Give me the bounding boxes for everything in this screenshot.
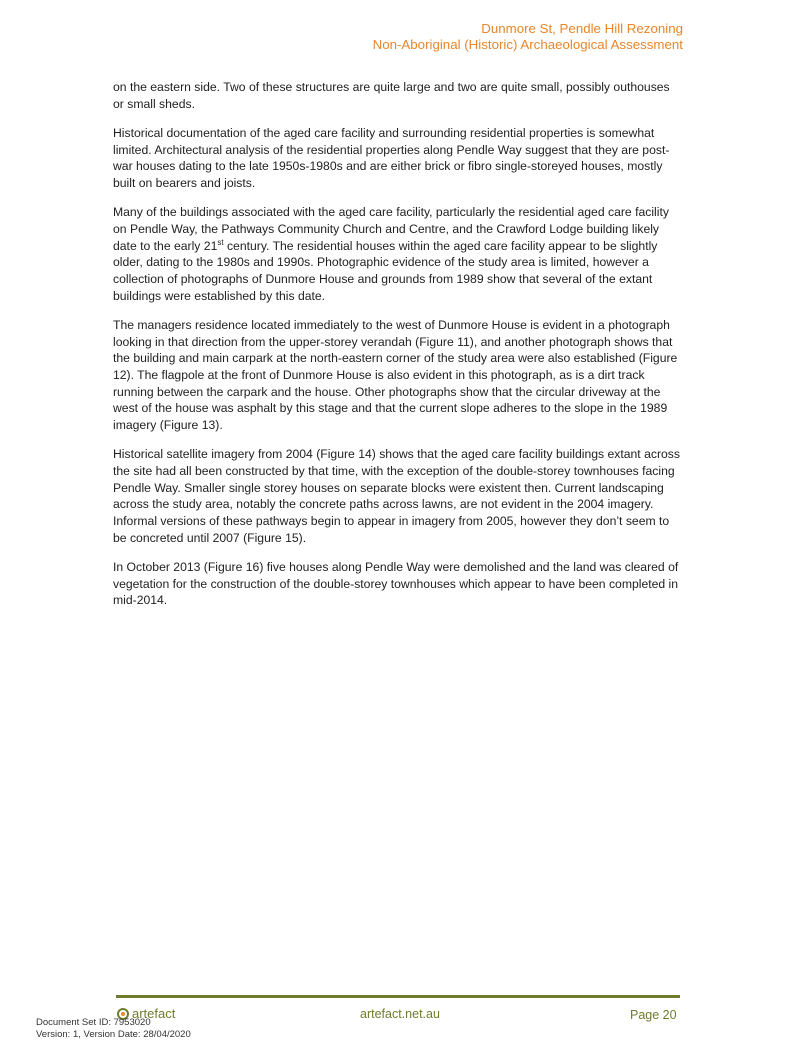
paragraph-3-part2: century. The residential houses within the aged care facility appear to be slightly older, dating to the 1980s and 1990s. Photographic evidence of the study area is limited, however a collection of photographs of Dunmore House and grounds from 1989 show that several of the extant buildings were established by this date. — [113, 238, 658, 303]
paragraph-5: Historical satellite imagery from 2004 (Figure 14) shows that the aged care facility buildings extant across the site had all been constructed by that time, with the exception of the double-storey townhouses facing Pendle Way. Smaller single storey houses on separate blocks were existent then. Current landscaping across the study area, notably the concrete paths across lawns, are not evident in the 2004 imagery. Informal versions of these pathways begin to appear in imagery from 2005, however they don’t seem to be concreted until 2007 (Figure 15). — [113, 447, 680, 545]
paragraph-2: Historical documentation of the aged care facility and surrounding residential properties is somewhat limited. Architectural analysis of the residential properties along Pendle Way suggest that they are post-war houses dating to the late 1950s-1980s and are either brick or fibro single-storeyed houses, mostly built on bearers and joists. — [113, 125, 670, 191]
body-text — [113, 79, 681, 622]
ordinal-superscript: st — [217, 237, 224, 247]
paragraph-6: In October 2013 (Figure 16) five houses along Pendle Way were demolished and the land was cleared of vegetation for the construction of the double-storey townhouses which appear to have been completed in mid-2014. — [113, 560, 679, 608]
paragraph-3-part1: Many of the buildings associated with the aged care facility, particularly the residential aged care facility on Pendle Way, the Pathways Community Church and Centre, and the Crawford Lodge building likely date to the early 21 — [113, 205, 669, 253]
logo-text: artefact — [132, 1006, 176, 1021]
footer-divider — [116, 995, 680, 998]
paragraph-1: on the eastern side. Two of these structures are quite large and two are quite small, possibly outhouses or small sheds. — [113, 80, 670, 111]
document-set-id: Document Set ID: 7953020 — [36, 1017, 151, 1028]
footer-website-link[interactable]: artefact.net.au — [360, 1007, 440, 1021]
paragraph-4: The managers residence located immediately to the west of Dunmore House is evident in a photograph looking in that direction from the upper-storey verandah (Figure 11), and another photograph shows that the building and main carpark at the north-eastern corner of the study area were also established (Figure 12). The flagpole at the front of Dunmore House is also evident in this photograph, as is a dirt track running between the carpark and the house. Other photographs show that the circular driveway at the west of the house was asphalt by this stage and that the current slope adheres to the slope in the 1989 imagery (Figure 13). — [113, 317, 678, 433]
page-header — [373, 21, 683, 53]
header-title-line1: Dunmore St, Pendle Hill Rezoning — [481, 21, 683, 36]
paragraph-3 — [113, 204, 681, 304]
header-title-line2: Non-Aboriginal (Historic) Archaeological Assessment — [372, 37, 683, 52]
document-metadata — [36, 1017, 191, 1041]
document-version: Version: 1, Version Date: 28/04/2020 — [36, 1029, 191, 1040]
page-number: Page 20 — [630, 1008, 677, 1022]
